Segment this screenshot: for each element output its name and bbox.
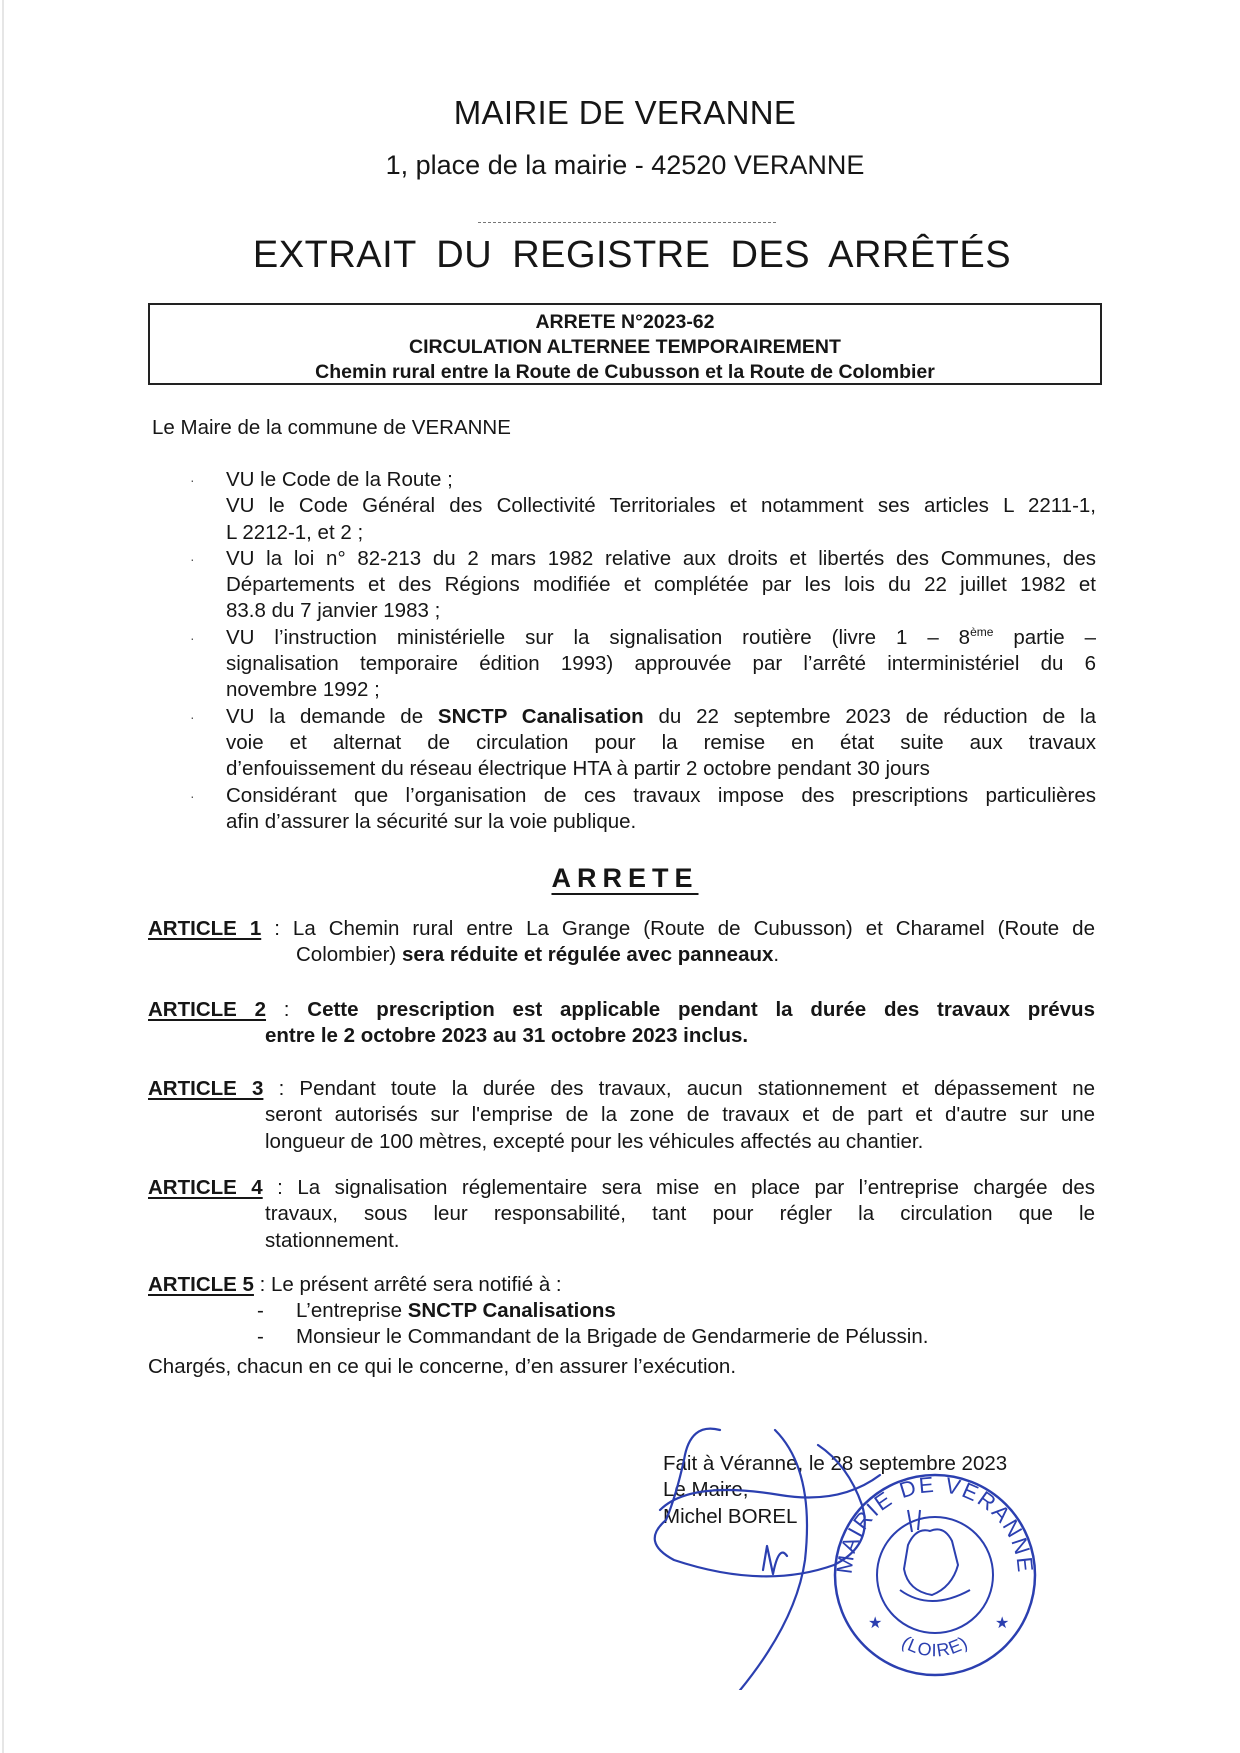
article-line: travaux, sous leur responsabilité, tant pour régler la circulation que le bbox=[265, 1202, 1095, 1226]
article-label: ARTICLE 4 bbox=[148, 1176, 263, 1199]
arrete-title-box bbox=[148, 303, 1102, 385]
notification-list bbox=[257, 1298, 928, 1351]
notification-item bbox=[257, 1324, 928, 1350]
handwritten-signature bbox=[600, 1420, 1060, 1690]
visa-line: novembre 1992 ; bbox=[226, 678, 380, 702]
visa-line: afin d’assurer la sécurité sur la voie publique. bbox=[226, 809, 637, 833]
article-line bbox=[148, 916, 1095, 942]
article-line: stationnement. bbox=[265, 1228, 400, 1252]
article-text: : Pendant toute la durée des travaux, aucun stationnement et dépassement ne bbox=[263, 1077, 1095, 1100]
article-line bbox=[148, 1175, 1095, 1201]
company-name: SNCTP Canalisations bbox=[407, 1299, 616, 1322]
article-line: longueur de 100 mètres, excepté pour les véhicules affectés au chantier. bbox=[265, 1129, 924, 1153]
star-icon: ★ bbox=[995, 1613, 1010, 1632]
visa-line bbox=[226, 704, 1096, 730]
bullet-icon: · bbox=[190, 629, 195, 646]
visa-line: signalisation temporaire édition 1993) approuvée par l’arrêté interministériel du 6 bbox=[226, 652, 1096, 676]
visa-line: d’enfouissement du réseau électrique HTA à partir 2 octobre pendant 30 jours bbox=[226, 757, 930, 781]
signature-place-date: Fait à Véranne, le 28 septembre 2023 bbox=[663, 1452, 1008, 1475]
signature-role: Le Maire, bbox=[663, 1478, 749, 1502]
article-text: : bbox=[266, 998, 308, 1021]
notification-item bbox=[257, 1298, 928, 1324]
register-title: EXTRAIT DU REGISTRE DES ARRÊTÉS bbox=[252, 234, 1012, 276]
visa-line: Départements et des Régions modifiée et complétée par les lois du 22 juillet 1982 et bbox=[226, 573, 1096, 597]
article-4 bbox=[148, 1175, 1095, 1254]
dash-bullet: - bbox=[257, 1299, 264, 1322]
visa-item bbox=[190, 625, 1096, 704]
visa-list bbox=[190, 467, 1096, 835]
notification-text: L’entreprise bbox=[296, 1299, 408, 1322]
article-emphasis: sera réduite et régulée avec panneaux bbox=[401, 943, 774, 967]
page-title: MAIRIE DE VERANNE bbox=[453, 94, 797, 131]
signature-name: Michel BOREL bbox=[663, 1504, 798, 1528]
arrete-subject: CIRCULATION ALTERNEE TEMPORAIREMENT bbox=[409, 336, 841, 358]
visa-item bbox=[190, 467, 1096, 546]
superscript: ème bbox=[970, 624, 994, 639]
signature-initials bbox=[763, 1546, 787, 1574]
preamble: Le Maire de la commune de VERANNE bbox=[152, 416, 511, 439]
visa-text: VU l’instruction ministérielle sur la signalisation routière (livre 1 – 8 bbox=[226, 625, 971, 649]
visa-item bbox=[190, 783, 1096, 836]
visa-line: voie et alternat de circulation pour la remise en état suite aux travaux bbox=[226, 730, 1096, 754]
notification-text: Monsieur le Commandant de la Brigade de Gendarmerie de Pélussin. bbox=[296, 1325, 929, 1349]
article-2 bbox=[148, 997, 1095, 1050]
signature-loop bbox=[655, 1429, 865, 1577]
star-icon: ★ bbox=[868, 1613, 883, 1632]
bullet-icon: · bbox=[190, 472, 195, 488]
visa-line: 83.8 du 7 janvier 1983 ; bbox=[226, 599, 441, 623]
article-text: . bbox=[773, 943, 780, 967]
stamp-ring-textpath: MAIRIE DE VERANNE bbox=[831, 1471, 1039, 1576]
visa-line: Considérant que l’organisation de ces travaux impose des prescriptions particulières bbox=[226, 783, 1096, 807]
article-line bbox=[148, 1076, 1095, 1102]
arrete-heading-text: ARRETE bbox=[551, 863, 699, 893]
article-label: ARTICLE 2 bbox=[148, 998, 267, 1021]
closing-statement: Chargés, chacun en ce qui le concerne, d’en assurer l’exécution. bbox=[148, 1355, 737, 1378]
visa-line: VU la loi n° 82-213 du 2 mars 1982 relative aux droits et libertés des Communes, des bbox=[226, 546, 1096, 570]
arrete-heading bbox=[0, 863, 1240, 894]
visa-item bbox=[190, 546, 1096, 625]
article-text: : Le présent arrêté sera notifié à : bbox=[253, 1273, 562, 1296]
stamp-bottom-textpath: (LOIRE) bbox=[898, 1632, 972, 1661]
article-line bbox=[148, 942, 1095, 968]
article-line bbox=[148, 997, 1095, 1023]
signature-underline bbox=[660, 1475, 880, 1510]
mairie-address: 1, place de la mairie - 42520 VERANNE bbox=[385, 150, 865, 180]
article-5 bbox=[148, 1272, 1095, 1298]
company-name: SNCTP Canalisation bbox=[437, 704, 644, 728]
article-text: : La signalisation réglementaire sera mise en place par l’entreprise chargée des bbox=[262, 1176, 1095, 1199]
article-text: : La Chemin rural entre La Grange (Route de Cubusson) et Charamel (Route de bbox=[261, 917, 1095, 940]
bullet-icon: · bbox=[190, 787, 195, 804]
visa-line: L 2212-1, et 2 ; bbox=[226, 520, 364, 544]
visa-line: VU le Code de la Route ; bbox=[226, 468, 453, 491]
article-1 bbox=[148, 916, 1095, 969]
article-label: ARTICLE 3 bbox=[148, 1077, 264, 1100]
visa-line: VU le Code Général des Collectivité Territoriales et notamment ses articles L 2211-1, bbox=[226, 494, 1096, 518]
arrete-location: Chemin rural entre la Route de Cubusson et la Route de Colombier bbox=[315, 361, 935, 383]
visa-text: VU la demande de bbox=[226, 704, 438, 728]
article-3 bbox=[148, 1076, 1095, 1155]
visa-item bbox=[190, 704, 1096, 783]
bullet-icon: · bbox=[190, 550, 195, 567]
visa-text: partie – bbox=[993, 625, 1096, 649]
article-emphasis: entre le 2 octobre 2023 au 31 octobre 2023 inclus. bbox=[265, 1024, 749, 1048]
header-divider bbox=[478, 222, 776, 223]
article-label: ARTICLE 5 bbox=[148, 1273, 254, 1296]
article-text: Colombier) bbox=[296, 943, 402, 967]
bullet-icon: · bbox=[190, 708, 195, 725]
article-line: seront autorisés sur l'emprise de la zone de travaux et de part et d'autre sur une bbox=[265, 1103, 1095, 1127]
dash-bullet: - bbox=[257, 1325, 264, 1349]
article-line bbox=[148, 1023, 1095, 1049]
article-emphasis: Cette prescription est applicable pendant la durée des travaux prévus bbox=[307, 998, 1095, 1021]
article-line bbox=[148, 1272, 1095, 1298]
arrete-number: ARRETE N°2023-62 bbox=[535, 311, 715, 333]
visa-line bbox=[226, 625, 1096, 651]
visa-text: du 22 septembre 2023 de réduction de la bbox=[643, 704, 1096, 728]
article-label: ARTICLE 1 bbox=[148, 917, 262, 940]
